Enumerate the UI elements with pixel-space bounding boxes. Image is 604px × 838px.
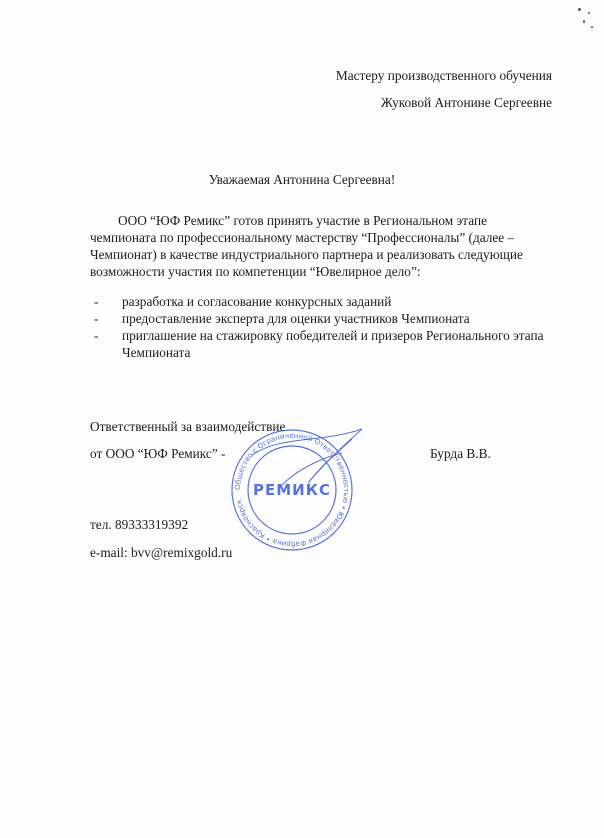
- phone: тел. 89333319392: [90, 517, 189, 532]
- offer-list: [90, 293, 550, 361]
- body-line: Чемпионат) в качестве индустриального партнера и реализовать следующие: [90, 247, 523, 262]
- list-item: - разработка и согласование конкурсных заданий: [90, 293, 550, 310]
- body-line: ООО “ЮФ Ремикс” готов принять участие в Региональном этапе: [118, 213, 487, 228]
- signer-name: Бурда В.В.: [430, 446, 491, 461]
- responsible-line-2: от ООО “ЮФ Ремикс” -: [90, 446, 226, 461]
- stamp-center-text: РЕМИКС: [253, 481, 331, 499]
- body-line: чемпионата по профессиональному мастерству “Профессионалы” (далее –: [90, 230, 515, 245]
- stamp-ring-text: Общество с Ограниченной Ответственностью • Ювелирная Фабрика • Красноярск: [232, 430, 352, 550]
- responsible-line-1: Ответственный за взаимодействие: [90, 419, 286, 434]
- list-item: - приглашение на стажировку победителей и призеров Регионального этапа Чемпионата: [90, 327, 550, 361]
- company-stamp: [212, 425, 372, 555]
- salutation: Уважаемая Антонина Сергеевна!: [208, 172, 396, 187]
- body-paragraph: [90, 212, 530, 280]
- scan-specks: [576, 6, 596, 36]
- body-line: возможности участия по компетенции “Ювелирное дело”:: [90, 264, 421, 279]
- list-item: - предоставление эксперта для оценки участников Чемпионата: [90, 310, 550, 327]
- recipient-line-1: Мастеру производственного обучения: [335, 68, 552, 83]
- email: e-mail: bvv@remixgold.ru: [90, 545, 233, 560]
- recipient-line-2: Жуковой Антонине Сергеевне: [380, 95, 552, 110]
